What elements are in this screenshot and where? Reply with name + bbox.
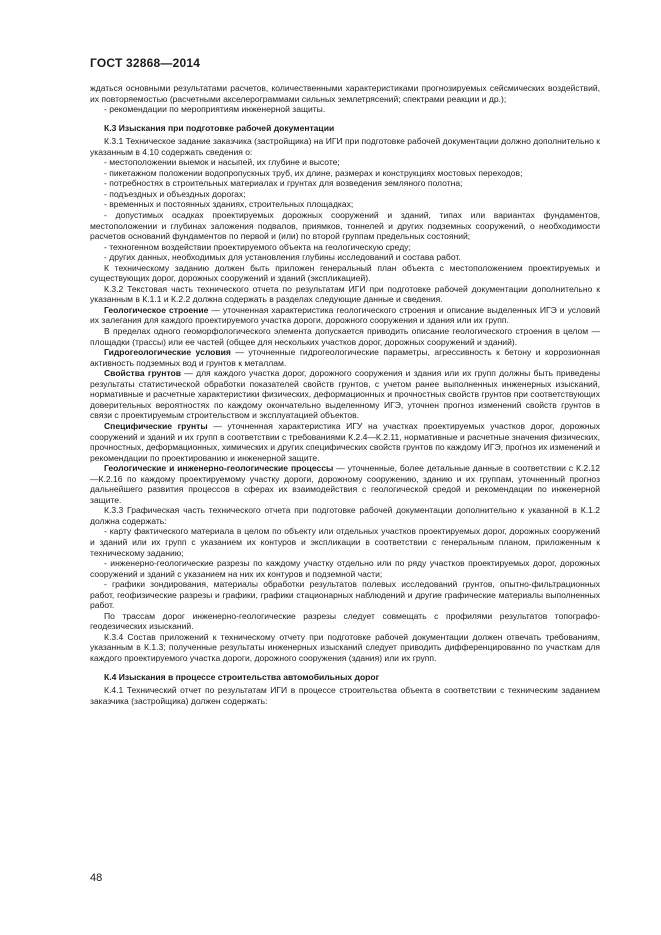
term-hydrogeology: Гидрогеологические условия <box>104 347 231 358</box>
paragraph: В пределах одного геоморфологического элемента допускается приводить описание геологического строения в целом — площадки (трассы) или ее частей (общее для нескольких участков дорог, дорожных сооружений и зданий). <box>90 326 600 347</box>
list-item: - пикетажном положении водопропускных труб, их длине, размерах и конструкциях мостовых переходов; <box>104 167 523 178</box>
document-header: ГОСТ 32868—2014 <box>90 56 201 70</box>
list-item: - графики зондирования, материалы обработки результатов полевых исследований грунтов, опытно-фильтрационных работ, геофизические разрезы и графики, графики стационарных наблюдений и другие графические материалы выполненных работ. <box>90 579 600 611</box>
text-soil-properties: — для каждого участка дорог, дорожного сооружения и здания или их групп должны быть приведены результаты статистической обработки показателей свойств грунтов, с учетом ранее выполненных инженерных изысканий, нормативные и расчетные характеристики физических, деформационных и прочностных свойств грунтов при соответствующих доверительных вероятностях по каждому окончательно выделенному ИГЭ, уточнен прогноз изменений свойств грунтов в связи с проектируемым строительством и эксплуатацией объектов. <box>90 368 600 421</box>
paragraph-soil-properties <box>90 368 600 421</box>
text-specific-soils: — уточненная характеристика ИГУ на участках проектируемых участков дорог, дорожных сооружений и зданий и их групп в соответствии с требованиями К.2.4—К.2.11, нормативные и расчетные значения физических, прочностных, деформационных, химических и других специфических свойств грунтов по каждому ИГЭ, прогноз их изменений и рекомендации по проектированию и инженерной защите. <box>90 420 600 463</box>
paragraph: ждаться основными результатами расчетов, количественными характеристиками прогнозируемых сейсмических воздействий, их повторяемостью (расчетными акселерограммами сильных землетрясений; спектрами реакции и др.); <box>90 83 600 104</box>
section-heading-k4: К.4 Изыскания в процессе строительства автомобильных дорог <box>104 671 380 682</box>
text-geology: — уточненная характеристика геологического строения и описание выделенных ИГЭ и условий их залегания для каждого проектируемого участка дороги, дорожного сооружения и здания или их групп. <box>90 304 600 326</box>
paragraph-geology <box>90 305 600 326</box>
paragraph-k3-2: К.3.2 Текстовая часть технического отчета по результатам ИГИ при подготовке рабочей документации дополнительно к указанным в К.1.1 и К.2.2 должна содержать в разделах следующие данные и сведения. <box>90 283 600 305</box>
term-geology: Геологическое строение <box>104 304 209 315</box>
list-item: - допустимых осадках проектируемых дорожных сооружений и зданий, типах или вариантах фундаментов, местоположении и глубинах заложения подвалов, приямков, тоннелей и других подземных сооружений, о необходимости расчетов оснований фундаментов по первой и (или) по второй группам предельных состояний; <box>90 210 600 242</box>
list-item: - потребностях в строительных материалах и грунтах для возведения земляного полотна; <box>104 178 463 189</box>
text-hydrogeology: — уточненные гидрогеологические параметры, агрессивность к бетону и коррозионная активность подземных вод и грунтов к металлам. <box>90 347 600 368</box>
list-item: - местоположении выемок и насыпей, их глубине и высоте; <box>104 157 340 168</box>
paragraph-specific-soils <box>90 421 600 463</box>
list-item: - карту фактического материала в целом по объекту или отдельных участков проектируемых дорог, дорожных сооружений и зданий или их групп с указанием их контуров и экспликации в соответствии с генеральным планом, приложенным к техническому заданию; <box>90 526 600 558</box>
page-number: 48 <box>90 872 103 884</box>
list-item: - подъездных и объездных дорогах; <box>104 188 246 199</box>
document-body <box>90 83 600 706</box>
paragraph: По трассам дорог инженерно-геологические разрезы следует совмещать с профилями результатов топографо-геодезических изысканий. <box>90 610 600 632</box>
paragraph-hydrogeology <box>90 347 600 368</box>
paragraph-k3-3: К.3.3 Графическая часть технического отчета при подготовке рабочей документации дополнительно к указанной в К.1.2 должна содержать: <box>90 505 600 526</box>
list-item: - инженерно-геологические разрезы по каждому участку отдельно или по ряду участков проектируемых дорог, дорожных сооружений и зданий с указанием на них их контуров и подземной части; <box>90 558 600 579</box>
term-soil-properties: Свойства грунтов <box>104 368 182 379</box>
term-specific-soils: Специфические грунты <box>104 420 208 431</box>
text-processes: — уточненные, более детальные данные в соответствии с К.2.12—К.2.16 по каждому проектируемому участку дороги, дорожному сооружению, зданию и их группам, уточненный прогноз дальнейшего развития процессов в сферах их взаимодействия с геологической средой и рекомендации по инженерной защите. <box>90 463 600 505</box>
section-heading-k3: К.3 Изыскания при подготовке рабочей документации <box>104 122 335 133</box>
paragraph: К техническому заданию должен быть приложен генеральный план объекта с местоположением проектируемых и существующих дорог, дорожных сооружений и зданий (экспликацией). <box>90 262 600 284</box>
list-item: - техногенном воздействии проектируемого объекта на геологическую среду; <box>104 241 411 252</box>
list-item: - рекомендации по мероприятиям инженерной защиты. <box>104 104 326 115</box>
paragraph-k3-1: К.3.1 Техническое задание заказчика (застройщика) на ИГИ при подготовке рабочей документации должно дополнительно к указанным в 4.10 содержать сведения о: <box>90 136 600 157</box>
list-item: - временных и постоянных зданиях, строительных площадках; <box>104 199 354 210</box>
paragraph-processes <box>90 463 600 505</box>
term-processes: Геологические и инженерно-геологические процессы <box>104 463 334 474</box>
list-item: - других данных, необходимых для установления глубины исследований и состава работ. <box>104 252 461 263</box>
paragraph-k4-1: К.4.1 Технический отчет по результатам ИГИ в процессе строительства объекта в соответствии с техническим заданием заказчика (застройщика) должен содержать: <box>90 685 600 706</box>
paragraph-k3-4: К.3.4 Состав приложений к техническому отчету при подготовке рабочей документации должен отвечать требованиям, указанным в К.1.3; полученные результаты инженерных изысканий следует приводить дифференцированно по участкам для каждого проектируемого участка дороги, дорожного сооружения (здания) или их групп. <box>90 631 600 663</box>
